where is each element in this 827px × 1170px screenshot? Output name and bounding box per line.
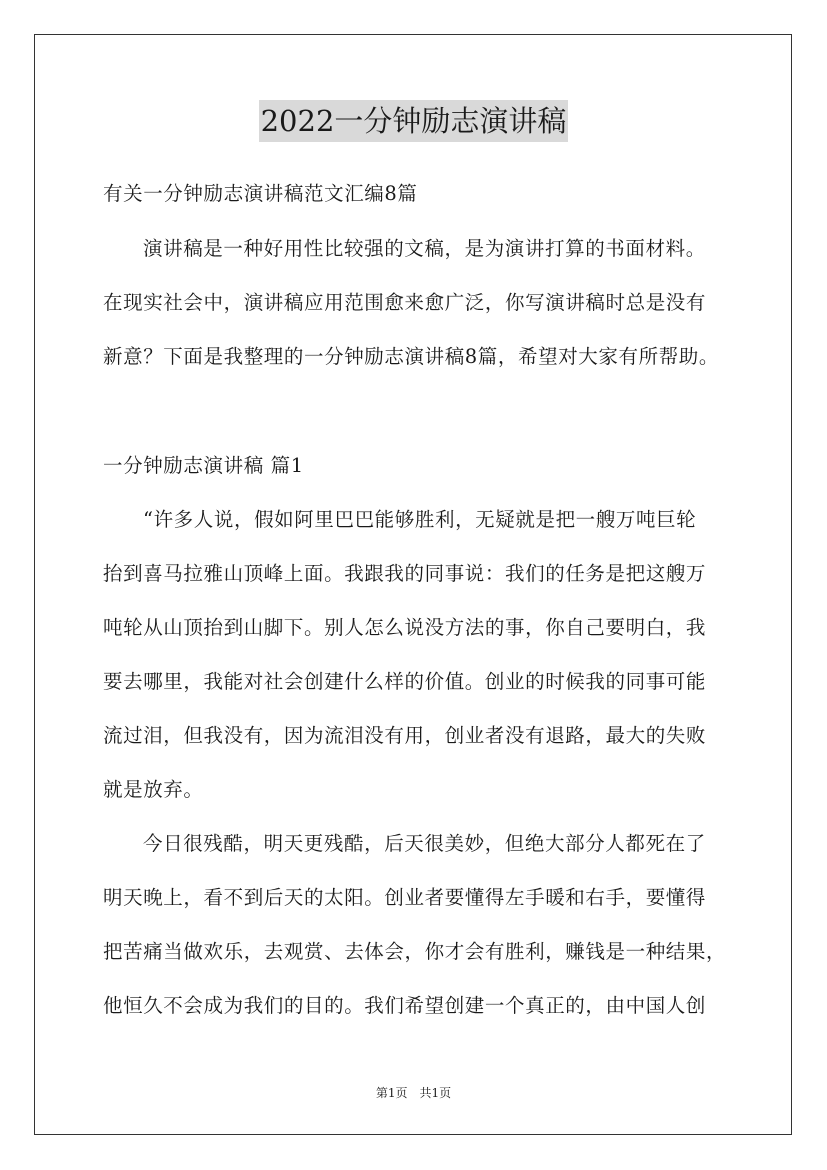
intro-line-2: 在现实社会中，演讲稿应用范围愈来愈广泛，你写演讲稿时总是没有 bbox=[103, 291, 707, 314]
document-title: 2022一分钟励志演讲稿 bbox=[259, 100, 569, 142]
document-subtitle: 有关一分钟励志演讲稿范文汇编8篇 bbox=[103, 182, 418, 205]
paragraph1-line-5: 流过泪，但我没有，因为流泪没有用，创业者没有退路，最大的失败 bbox=[103, 724, 707, 747]
intro-line-1: 演讲稿是一种好用性比较强的文稿，是为演讲打算的书面材料。 bbox=[143, 237, 706, 260]
paragraph1-line-2: 抬到喜马拉雅山顶峰上面。我跟我的同事说：我们的任务是把这艘万 bbox=[103, 562, 707, 585]
paragraph1-line-6: 就是放弃。 bbox=[103, 778, 204, 801]
section-heading: 一分钟励志演讲稿 篇1 bbox=[103, 454, 304, 477]
paragraph1-line-3: 吨轮从山顶抬到山脚下。别人怎么说没方法的事，你自己要明白，我 bbox=[103, 616, 707, 639]
intro-line-3: 新意？下面是我整理的一分钟励志演讲稿8篇，希望对大家有所帮助。 bbox=[103, 345, 720, 368]
paragraph2-line-3: 把苦痛当做欢乐，去观赏、去体会，你才会有胜利，赚钱是一种结果， bbox=[103, 940, 727, 963]
paragraph2-line-2: 明天晚上，看不到后天的太阳。创业者要懂得左手暖和右手，要懂得 bbox=[103, 886, 707, 909]
paragraph2-line-1: 今日很残酷，明天更残酷，后天很美妙，但绝大部分人都死在了 bbox=[143, 832, 706, 855]
paragraph1-line-4: 要去哪里，我能对社会创建什么样的价值。创业的时候我的同事可能 bbox=[103, 670, 707, 693]
paragraph2-line-4: 他恒久不会成为我们的目的。我们希望创建一个真正的，由中国人创 bbox=[103, 994, 707, 1017]
paragraph1-line-1: “许多人说，假如阿里巴巴能够胜利，无疑就是把一艘万吨巨轮 bbox=[143, 508, 697, 531]
title-container bbox=[0, 100, 827, 142]
page-footer: 第1页 共1页 bbox=[375, 1086, 452, 1100]
